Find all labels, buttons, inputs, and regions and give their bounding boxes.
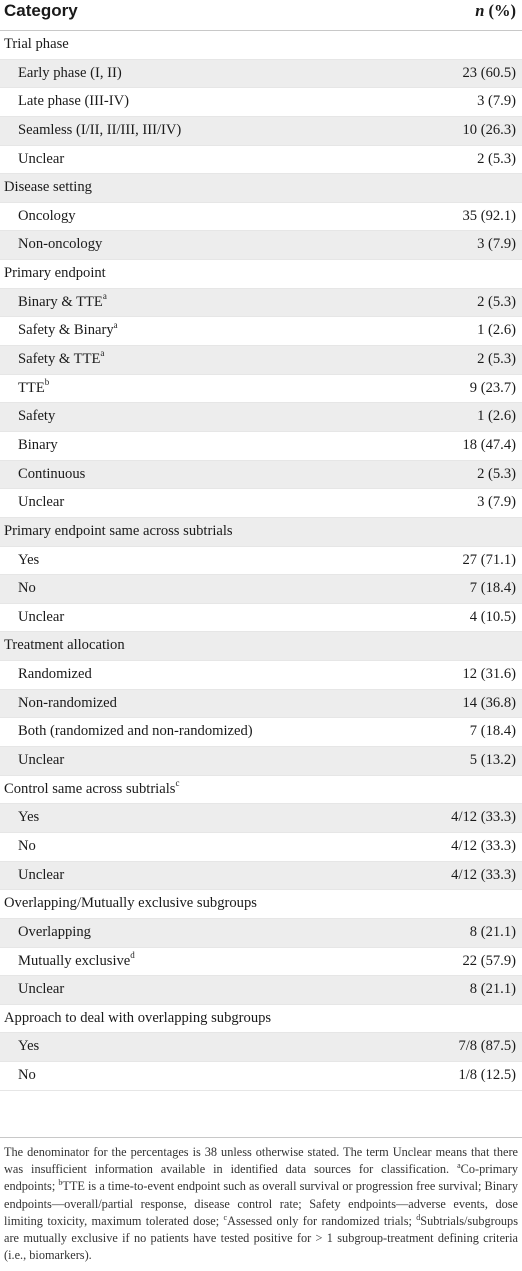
table-row	[0, 575, 522, 604]
row-label-text: Disease setting	[4, 179, 92, 196]
row-label	[4, 777, 180, 798]
row-value: 2 (5.3)	[477, 465, 516, 482]
row-label-text: Randomized	[18, 666, 92, 683]
row-value: 4/12 (33.3)	[451, 837, 516, 854]
row-value: 2 (5.3)	[477, 293, 516, 310]
row-label	[18, 752, 64, 769]
row-label-text: Primary endpoint	[4, 265, 106, 282]
row-label	[18, 408, 55, 425]
table-row	[0, 317, 522, 346]
row-label-text: Treatment allocation	[4, 637, 125, 654]
row-label-text: Seamless (I/II, II/III, III/IV)	[18, 121, 182, 138]
row-label	[18, 809, 39, 826]
table-row	[0, 1062, 522, 1091]
table-row	[0, 403, 522, 432]
table-row	[0, 489, 522, 518]
table-row	[0, 833, 522, 862]
row-label	[18, 1067, 36, 1084]
row-label	[18, 924, 91, 941]
row-value: 2 (5.3)	[477, 150, 516, 167]
row-label-text: TTE	[18, 379, 45, 396]
table-row	[0, 203, 522, 232]
row-label-text: Oncology	[18, 207, 76, 224]
row-label	[4, 36, 69, 53]
footnote-intro: The denominator for the percentages is 38 unless otherwise stated. The term Unclear means that there was insufficient information available in identified data sources for classification.	[4, 1145, 518, 1177]
row-label-text: Mutually exclusive	[18, 952, 131, 969]
section-header-row	[0, 776, 522, 805]
row-label-text: Safety	[18, 408, 56, 425]
row-value: 3 (7.9)	[477, 236, 516, 253]
row-value: 4 (10.5)	[469, 608, 516, 625]
row-value: 14 (36.8)	[462, 694, 516, 711]
table-body	[0, 31, 522, 1091]
row-label	[18, 609, 64, 626]
row-label-text: Unclear	[18, 150, 65, 167]
row-label-text: Early phase (I, II)	[18, 64, 122, 81]
row-label	[18, 290, 107, 311]
row-value: 35 (92.1)	[462, 207, 516, 224]
row-label	[4, 637, 125, 654]
table-row	[0, 88, 522, 117]
section-header-row	[0, 1005, 522, 1034]
row-value: 1 (2.6)	[477, 408, 516, 425]
row-label-text: Non-oncology	[18, 236, 103, 253]
section-header-row	[0, 632, 522, 661]
n-symbol: n	[475, 1, 485, 20]
table-row	[0, 690, 522, 719]
row-label-text: Yes	[18, 551, 40, 568]
row-label-text: Binary & TTE	[18, 293, 103, 310]
row-label-text: Overlapping	[18, 923, 91, 940]
row-label-text: Unclear	[18, 752, 65, 769]
footnote-c-text: Assessed only for randomized trials;	[227, 1213, 417, 1228]
row-label	[4, 265, 106, 282]
table-row	[0, 547, 522, 576]
table-row	[0, 146, 522, 175]
section-header-row	[0, 518, 522, 547]
row-label	[18, 723, 253, 740]
row-value: 7 (18.4)	[469, 723, 516, 740]
row-label-text: Approach to deal with overlapping subgroups	[4, 1009, 272, 1026]
row-label-text: Yes	[18, 1038, 40, 1055]
row-value: 22 (57.9)	[462, 952, 516, 969]
row-label	[18, 151, 64, 168]
footnote-d-mark: d	[416, 1212, 421, 1222]
row-label	[18, 376, 50, 397]
section-header-row	[0, 174, 522, 203]
row-label	[18, 437, 58, 454]
row-value: 18 (47.4)	[462, 436, 516, 453]
row-label-text: Unclear	[18, 494, 65, 511]
row-value: 4/12 (33.3)	[451, 809, 516, 826]
row-label	[18, 580, 36, 597]
row-value: 3 (7.9)	[477, 93, 516, 110]
row-label	[18, 1038, 39, 1055]
row-label	[18, 695, 117, 712]
row-label-text: Late phase (III-IV)	[18, 93, 130, 110]
row-label	[18, 319, 118, 339]
category-column-header: Category	[4, 1, 78, 20]
row-label-text: Yes	[18, 809, 40, 826]
percent-symbol: (%)	[488, 1, 516, 20]
row-value: 1 (2.6)	[477, 322, 516, 339]
row-value: 2 (5.3)	[477, 351, 516, 368]
row-label-text: Unclear	[18, 608, 65, 625]
row-label	[18, 666, 92, 683]
row-label-text: No	[18, 837, 36, 854]
table-row	[0, 117, 522, 146]
row-label-text: Unclear	[18, 981, 65, 998]
row-label-text: Safety & TTE	[18, 351, 101, 368]
footnote-marker: d	[130, 949, 135, 960]
table-row	[0, 862, 522, 891]
footnote-marker: a	[100, 348, 105, 359]
footnote-b-mark: b	[58, 1178, 63, 1188]
footnote-c-mark: c	[223, 1212, 228, 1222]
row-label-text: Trial phase	[4, 36, 69, 52]
row-value: 8 (21.1)	[469, 923, 516, 940]
footnote-marker: b	[44, 376, 50, 387]
table-header	[0, 0, 522, 31]
row-label	[18, 208, 76, 225]
row-label-text: Control same across subtrials	[4, 780, 176, 797]
row-label-text: Binary	[18, 436, 58, 453]
footnote-marker: a	[113, 319, 118, 330]
row-label	[4, 523, 233, 540]
table-footnote	[0, 1137, 522, 1264]
row-value: 7 (18.4)	[469, 580, 516, 597]
row-label-text: Non-randomized	[18, 694, 117, 711]
table-row	[0, 718, 522, 747]
row-value: 4/12 (33.3)	[451, 866, 516, 883]
row-label	[18, 981, 64, 998]
row-value: 12 (31.6)	[462, 666, 516, 683]
footnote-d-text: Subtrials/subgroups are mutually exclusive if no patients have tested positive for > 1 subgroup-treatment defining criteria (i.e., biomarkers).	[4, 1213, 518, 1263]
row-value: 10 (26.3)	[462, 121, 516, 138]
row-label	[18, 348, 105, 368]
footnote-a-text: Co-primary endpoints;	[4, 1162, 518, 1194]
row-label-text: Overlapping/Mutually exclusive subgroups	[4, 895, 257, 912]
table-row	[0, 432, 522, 461]
table-row	[0, 60, 522, 89]
table-row	[0, 919, 522, 948]
table-row	[0, 375, 522, 404]
row-label-text: Safety & Binary	[18, 322, 114, 339]
row-label-text: No	[18, 1067, 36, 1084]
table-row	[0, 231, 522, 260]
footnote-marker: c	[175, 777, 180, 788]
footnote-marker: a	[102, 290, 107, 301]
row-value: 8 (21.1)	[469, 981, 516, 998]
footnote-a-mark: a	[457, 1161, 461, 1171]
table-row	[0, 461, 522, 490]
section-header-row	[0, 31, 522, 60]
footnote-b-text: TTE is a time-to-event endpoint such as overall survival or progression free survival; Binary endpoints—overall/partial response, disease control rate; Safety endpoints—adverse events, dose limiting toxicity, maximum tolerated dose;	[4, 1179, 519, 1228]
table-row	[0, 976, 522, 1005]
row-label-text: Both (randomized and non-randomized)	[18, 723, 253, 740]
table-row	[0, 747, 522, 776]
table-row	[0, 948, 522, 977]
section-header-row	[0, 890, 522, 919]
row-value: 5 (13.2)	[469, 752, 516, 769]
row-label	[18, 65, 122, 82]
row-value: 7/8 (87.5)	[458, 1038, 516, 1055]
row-label	[18, 494, 64, 511]
row-label	[18, 867, 64, 884]
row-label	[18, 949, 135, 970]
row-label-text: Continuous	[18, 465, 86, 482]
row-value: 3 (7.9)	[477, 494, 516, 511]
table-row	[0, 346, 522, 375]
section-header-row	[0, 260, 522, 289]
row-label	[4, 1010, 271, 1027]
table-row	[0, 1033, 522, 1062]
table-row	[0, 604, 522, 633]
row-label	[4, 895, 257, 912]
row-value: 27 (71.1)	[462, 551, 516, 568]
table-row	[0, 289, 522, 318]
row-label-text: Unclear	[18, 866, 65, 883]
row-label	[18, 838, 36, 855]
row-label	[18, 93, 129, 110]
row-label	[4, 179, 92, 196]
row-label	[18, 236, 102, 253]
table-row	[0, 804, 522, 833]
row-value: 1/8 (12.5)	[458, 1067, 516, 1084]
row-value: 23 (60.5)	[462, 64, 516, 81]
n-percent-column-header	[475, 1, 516, 21]
row-label	[18, 466, 85, 483]
row-label	[18, 122, 181, 139]
row-label-text: No	[18, 580, 36, 597]
row-value: 9 (23.7)	[469, 379, 516, 396]
row-label-text: Primary endpoint same across subtrials	[4, 522, 233, 539]
table-row	[0, 661, 522, 690]
row-label	[18, 552, 39, 569]
